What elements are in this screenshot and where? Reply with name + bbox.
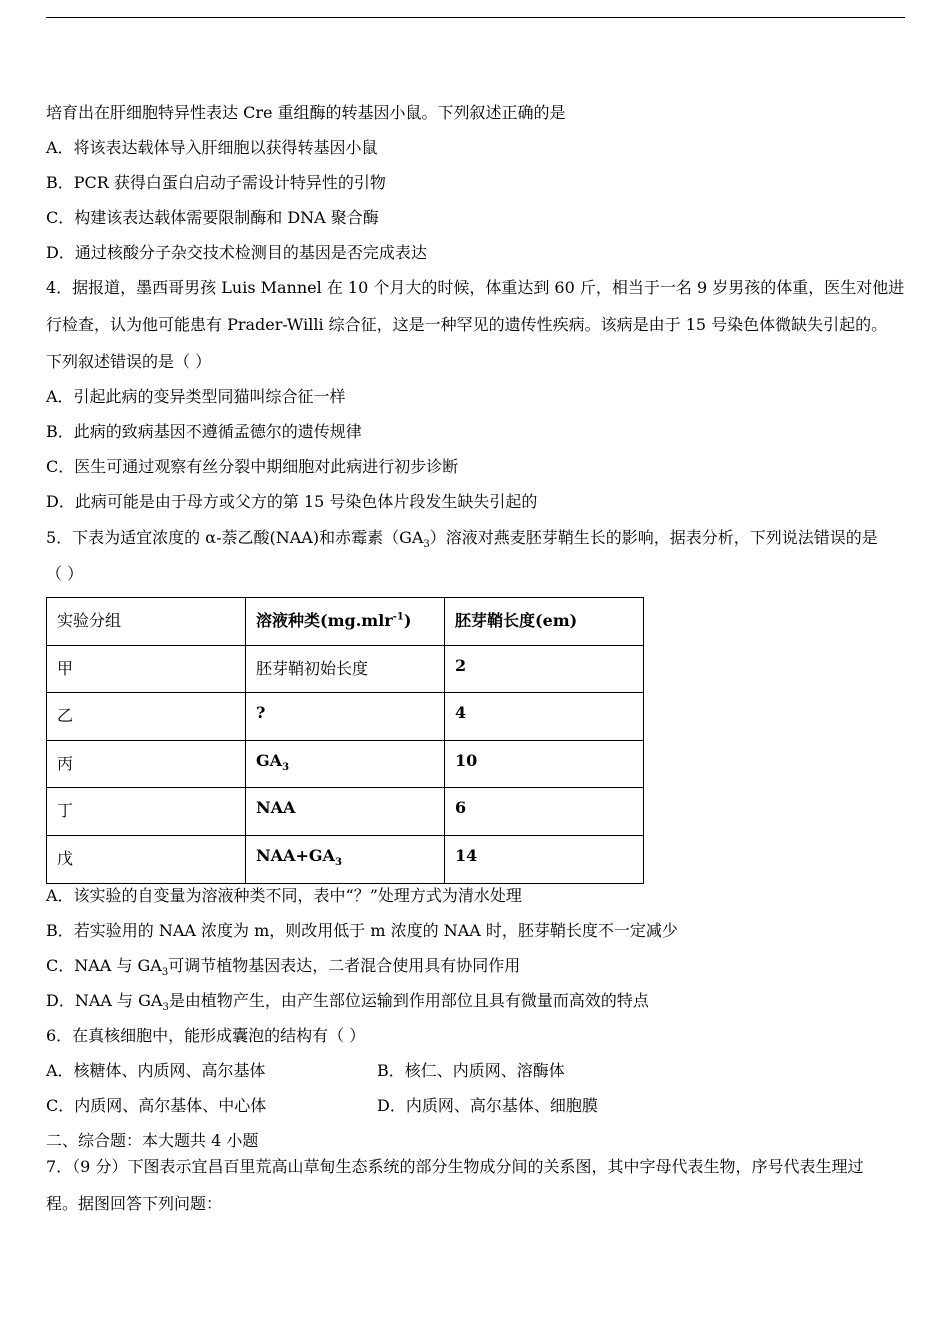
q4-stem-line3: 下列叙述错误的是（ ） xyxy=(46,352,212,371)
table-cell: NAA xyxy=(246,788,445,836)
q5-option-c: C．NAA 与 $GA_3$可调节植物基因表达，二者混合使用具有协同作用 xyxy=(46,956,521,979)
q4-option-d: D．此病可能是由于母方或父方的第 15 号染色体片段发生缺失引起的 xyxy=(46,492,538,511)
q3-option-d: D．通过核酸分子杂交技术检测目的基因是否完成表达 xyxy=(46,243,427,262)
q5-option-d: D．NAA 与 $GA_3$是由植物产生，由产生部位运输到作用部位且具有微量而高效的特点 xyxy=(46,991,649,1014)
q5-stem-line2: （ ） xyxy=(46,564,84,583)
table-row xyxy=(47,835,644,883)
q6-option-b: B．核仁、内质网、溶酶体 xyxy=(377,1061,565,1080)
table-cell: $NAA+GA_3$ xyxy=(246,835,445,883)
table-header-cell: 溶液种类(mg.mlr$^{-1}$) xyxy=(246,598,445,646)
header-rule xyxy=(46,17,905,18)
q5-stem-line1: 5．下表为适宜浓度的 α-萘乙酸(NAA)和赤霉素$(GA_3)$溶液对燕麦胚芽鞘生长的影响，据表分析，下列说法错误的是 xyxy=(46,528,878,551)
table-header-cell: 胚芽鞘长度(em) xyxy=(445,598,644,646)
table-row xyxy=(47,740,644,788)
table-cell: 胚芽鞘初始长度 xyxy=(246,645,445,693)
table-cell: 10 xyxy=(445,740,644,788)
q5-option-a: A．该实验的自变量为溶液种类不同，表中“？”处理方式为清水处理 xyxy=(46,886,522,905)
q4-option-c: C．医生可通过观察有丝分裂中期细胞对此病进行初步诊断 xyxy=(46,457,459,476)
table-cell: 6 xyxy=(445,788,644,836)
table-header-cell: 实验分组 xyxy=(47,598,246,646)
table-cell: 丁 xyxy=(47,788,246,836)
table-row xyxy=(47,788,644,836)
q7-stem-line2: 程。据图回答下列问题： xyxy=(46,1194,223,1213)
table-header-row xyxy=(47,598,644,646)
q4-option-a: A．引起此病的变异类型同猫叫综合征一样 xyxy=(46,387,346,406)
q6-stem: 6．在真核细胞中，能形成囊泡的结构有（ ） xyxy=(46,1026,366,1045)
table-cell: $GA_3$ xyxy=(246,740,445,788)
q4-stem-line1: 4．据报道，墨西哥男孩 Luis Mannel 在 10 个月大的时候，体重达到 60 斤，相当于一名 9 岁男孩的体重，医生对他进 xyxy=(46,278,905,297)
q6-option-d: D．内质网、高尔基体、细胞膜 xyxy=(377,1096,598,1115)
table-row xyxy=(47,645,644,693)
table-cell: 14 xyxy=(445,835,644,883)
q3-option-b: B．PCR 获得白蛋白启动子需设计特异性的引物 xyxy=(46,173,386,192)
table-cell: 乙 xyxy=(47,693,246,741)
q3-stem-tail: 培育出在肝细胞特异性表达 Cre 重组酶的转基因小鼠。下列叙述正确的是 xyxy=(46,103,566,122)
table-cell: 2 xyxy=(445,645,644,693)
q6-option-a: A．核糖体、内质网、高尔基体 xyxy=(46,1061,266,1080)
table-cell: 甲 xyxy=(47,645,246,693)
section-heading: 二、综合题：本大题共 4 小题 xyxy=(46,1131,259,1150)
q3-option-a: A．将该表达载体导入肝细胞以获得转基因小鼠 xyxy=(46,138,378,157)
q4-stem-line2: 行检查，认为他可能患有 Prader-Willi 综合征，这是一种罕见的遗传性疾病。该病是由于 15 号染色体微缺失引起的。 xyxy=(46,315,888,334)
table-cell: 戊 xyxy=(47,835,246,883)
table-cell: ? xyxy=(246,693,445,741)
table-row xyxy=(47,693,644,741)
table-cell: 4 xyxy=(445,693,644,741)
q5-option-b: B．若实验用的 NAA 浓度为 m，则改用低于 m 浓度的 NAA 时，胚芽鞘长度不一定减少 xyxy=(46,921,678,940)
q6-option-c: C．内质网、高尔基体、中心体 xyxy=(46,1096,267,1115)
q7-stem-line1: 7．（9 分）下图表示宜昌百里荒高山草甸生态系统的部分生物成分间的关系图，其中字母代表生物，序号代表生理过 xyxy=(46,1157,864,1176)
q3-option-c: C．构建该表达载体需要限制酶和 DNA 聚合酶 xyxy=(46,208,379,227)
q5-data-table xyxy=(46,597,644,884)
q4-option-b: B．此病的致病基因不遵循孟德尔的遗传规律 xyxy=(46,422,362,441)
table-cell: 丙 xyxy=(47,740,246,788)
